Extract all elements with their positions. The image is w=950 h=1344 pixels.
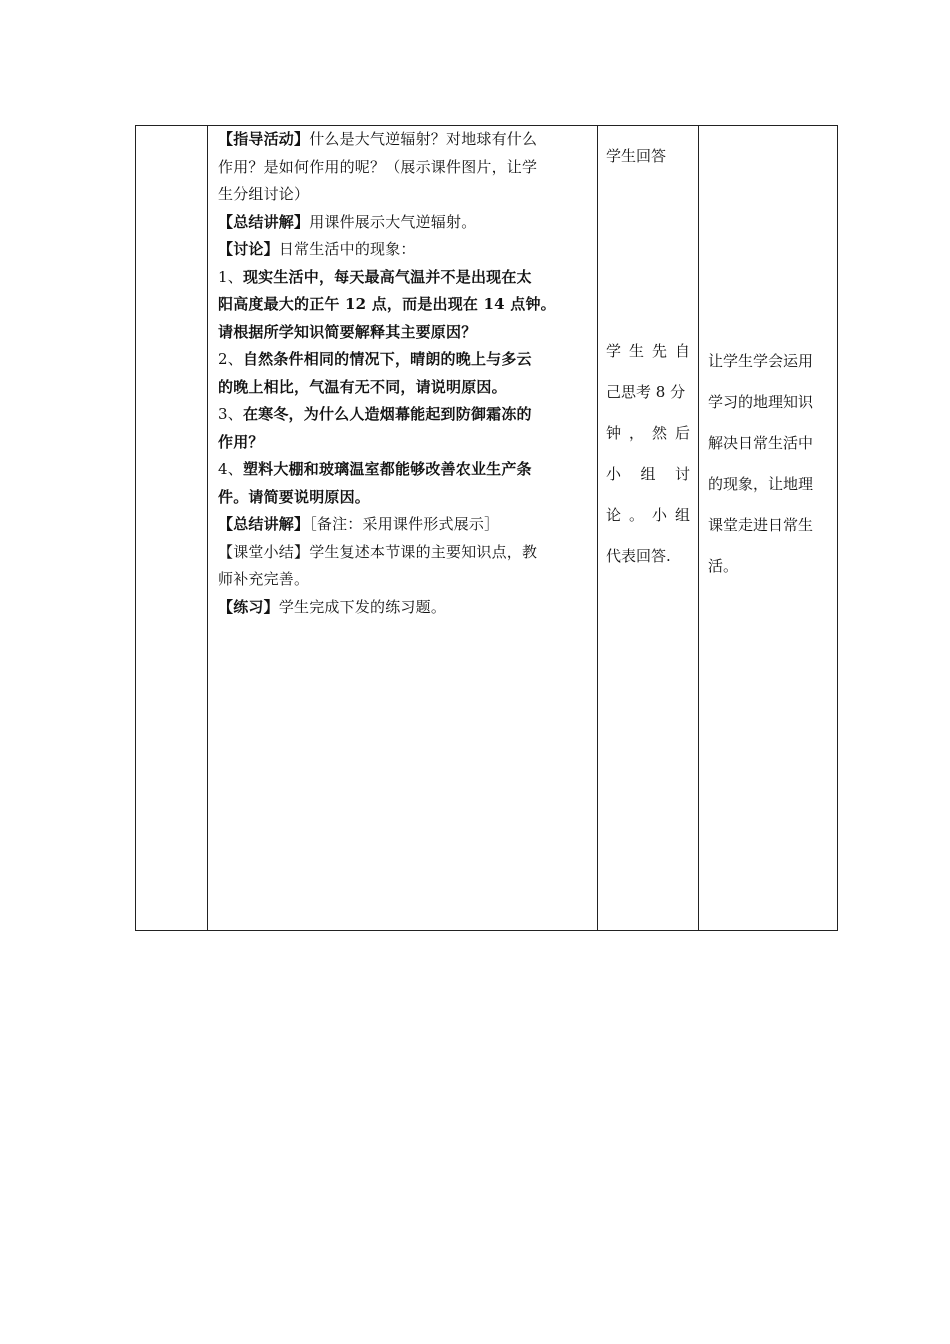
activity-text-segment: 1、 (218, 267, 243, 286)
student-text-glyph: 。 (628, 506, 644, 524)
student-text-glyph: 讨 (674, 465, 690, 483)
student-text-glyph: 组 (674, 506, 690, 524)
activity-text-segment: ［备注：采用课件形式展示］ (309, 515, 500, 533)
activity-text-segment: 日常生活中的现象： (278, 240, 416, 258)
activity-text-segment: 4、 (218, 460, 243, 478)
student-text-glyph: 然 (651, 424, 667, 442)
activity-text-segment: 3、 (218, 405, 243, 423)
empty-stage-cell (136, 126, 208, 931)
student-text-glyph: 生 (628, 342, 644, 360)
activity-text-segment: 作用？ (218, 432, 264, 451)
activity-text-segment: 件。请简要说明原因。 (218, 487, 371, 506)
activity-text-segment: 学生复述本节课的主要知识点，教 (309, 542, 538, 561)
intent-line: 的现象，让地理 (708, 475, 814, 493)
activity-line (218, 539, 591, 567)
activity-line (218, 374, 591, 402)
student-text-line (606, 495, 690, 536)
intent-line: 活。 (708, 557, 739, 575)
activity-text-segment: 用课件展示大气逆辐射。 (309, 212, 477, 231)
activity-text-segment: 请根据所学知识简要解释其主要原因？ (218, 322, 477, 341)
student-answer-text: 学生回答 (606, 147, 667, 165)
lesson-plan-table (135, 125, 838, 931)
activity-line (218, 401, 591, 429)
activity-text-segment: 【指导活动】 (218, 130, 310, 148)
intent-line: 让学生学会运用 (708, 352, 814, 370)
activity-text-segment: 自然条件相同的情况下，晴朗的晚上与多云 (242, 350, 532, 368)
table-row (136, 126, 838, 931)
student-text-line (606, 413, 690, 454)
activity-line (218, 429, 591, 457)
activity-line (218, 566, 591, 594)
activity-text-segment: 【练习】 (218, 597, 279, 616)
student-text-glyph: 钟 (606, 424, 622, 442)
student-text-glyph: 自 (674, 342, 690, 360)
activity-text-segment: 2、 (218, 350, 243, 368)
student-text-glyph: 学 (606, 342, 622, 360)
student-text-glyph: 己思考 8 分 (606, 383, 686, 401)
activity-text-segment: 的晚上相比，气温有无不同，请说明原因。 (218, 377, 507, 396)
activity-text-segment: 什么是大气逆辐射？对地球有什么 (309, 130, 538, 148)
student-text-line (606, 372, 690, 413)
student-activity-cell (598, 126, 699, 931)
activity-line (218, 154, 591, 182)
activity-line (218, 456, 591, 484)
activity-text-segment: 【总结讲解】 (218, 515, 310, 533)
activity-text-segment: 【讨论】 (218, 240, 279, 258)
student-text-glyph: 代表回答. (606, 547, 671, 565)
intent-line: 学习的地理知识 (708, 393, 814, 411)
student-text-glyph: 小 (606, 465, 622, 483)
intent-line: 课堂走进日常生 (708, 516, 814, 534)
activity-text-segment: 师补充完善。 (218, 570, 310, 588)
teaching-activity-cell (208, 126, 598, 931)
activity-line (218, 484, 591, 512)
activity-line (218, 181, 591, 209)
intent-line: 解决日常生活中 (708, 434, 814, 452)
activity-text-segment: 在寒冬，为什么人造烟幕能起到防御霜冻的 (242, 405, 532, 423)
activity-text-segment: 生分组讨论） (218, 185, 310, 203)
activity-text-segment: 塑料大棚和玻璃温室都能够改善农业生产条 (242, 460, 532, 478)
activity-line (218, 319, 591, 347)
student-text-line (606, 331, 690, 372)
activity-line (218, 209, 591, 237)
activity-text-segment: 学生完成下发的练习题。 (278, 597, 447, 616)
activity-line (218, 511, 591, 539)
student-text-line (606, 536, 690, 577)
design-intent-text (708, 341, 830, 587)
student-text-glyph: ， (628, 424, 644, 442)
student-text-line (606, 454, 690, 495)
student-text-glyph: 论 (606, 506, 622, 524)
student-text-glyph: 后 (674, 424, 690, 442)
activity-line (218, 291, 591, 319)
teaching-activity-text (218, 126, 591, 621)
activity-line (218, 264, 591, 292)
activity-line (218, 236, 591, 264)
student-text-glyph: 小 (651, 506, 667, 524)
activity-line (218, 126, 591, 154)
student-text-glyph: 组 (640, 465, 656, 483)
activity-text-segment: 作用？是如何作用的呢？（展示课件图片，让学 (218, 157, 538, 176)
activity-text-segment: 【课堂小结】 (218, 542, 310, 561)
activity-line (218, 346, 591, 374)
student-text-glyph: 先 (651, 342, 667, 360)
design-intent-cell (699, 126, 838, 931)
student-discussion-text (606, 331, 690, 577)
activity-text-segment: 阳高度最大的正午 12 点，而是出现在 14 点钟。 (218, 295, 556, 313)
activity-line (218, 594, 591, 622)
activity-text-segment: 现实生活中，每天最高气温并不是出现在太 (242, 267, 532, 286)
activity-text-segment: 【总结讲解】 (218, 212, 310, 231)
